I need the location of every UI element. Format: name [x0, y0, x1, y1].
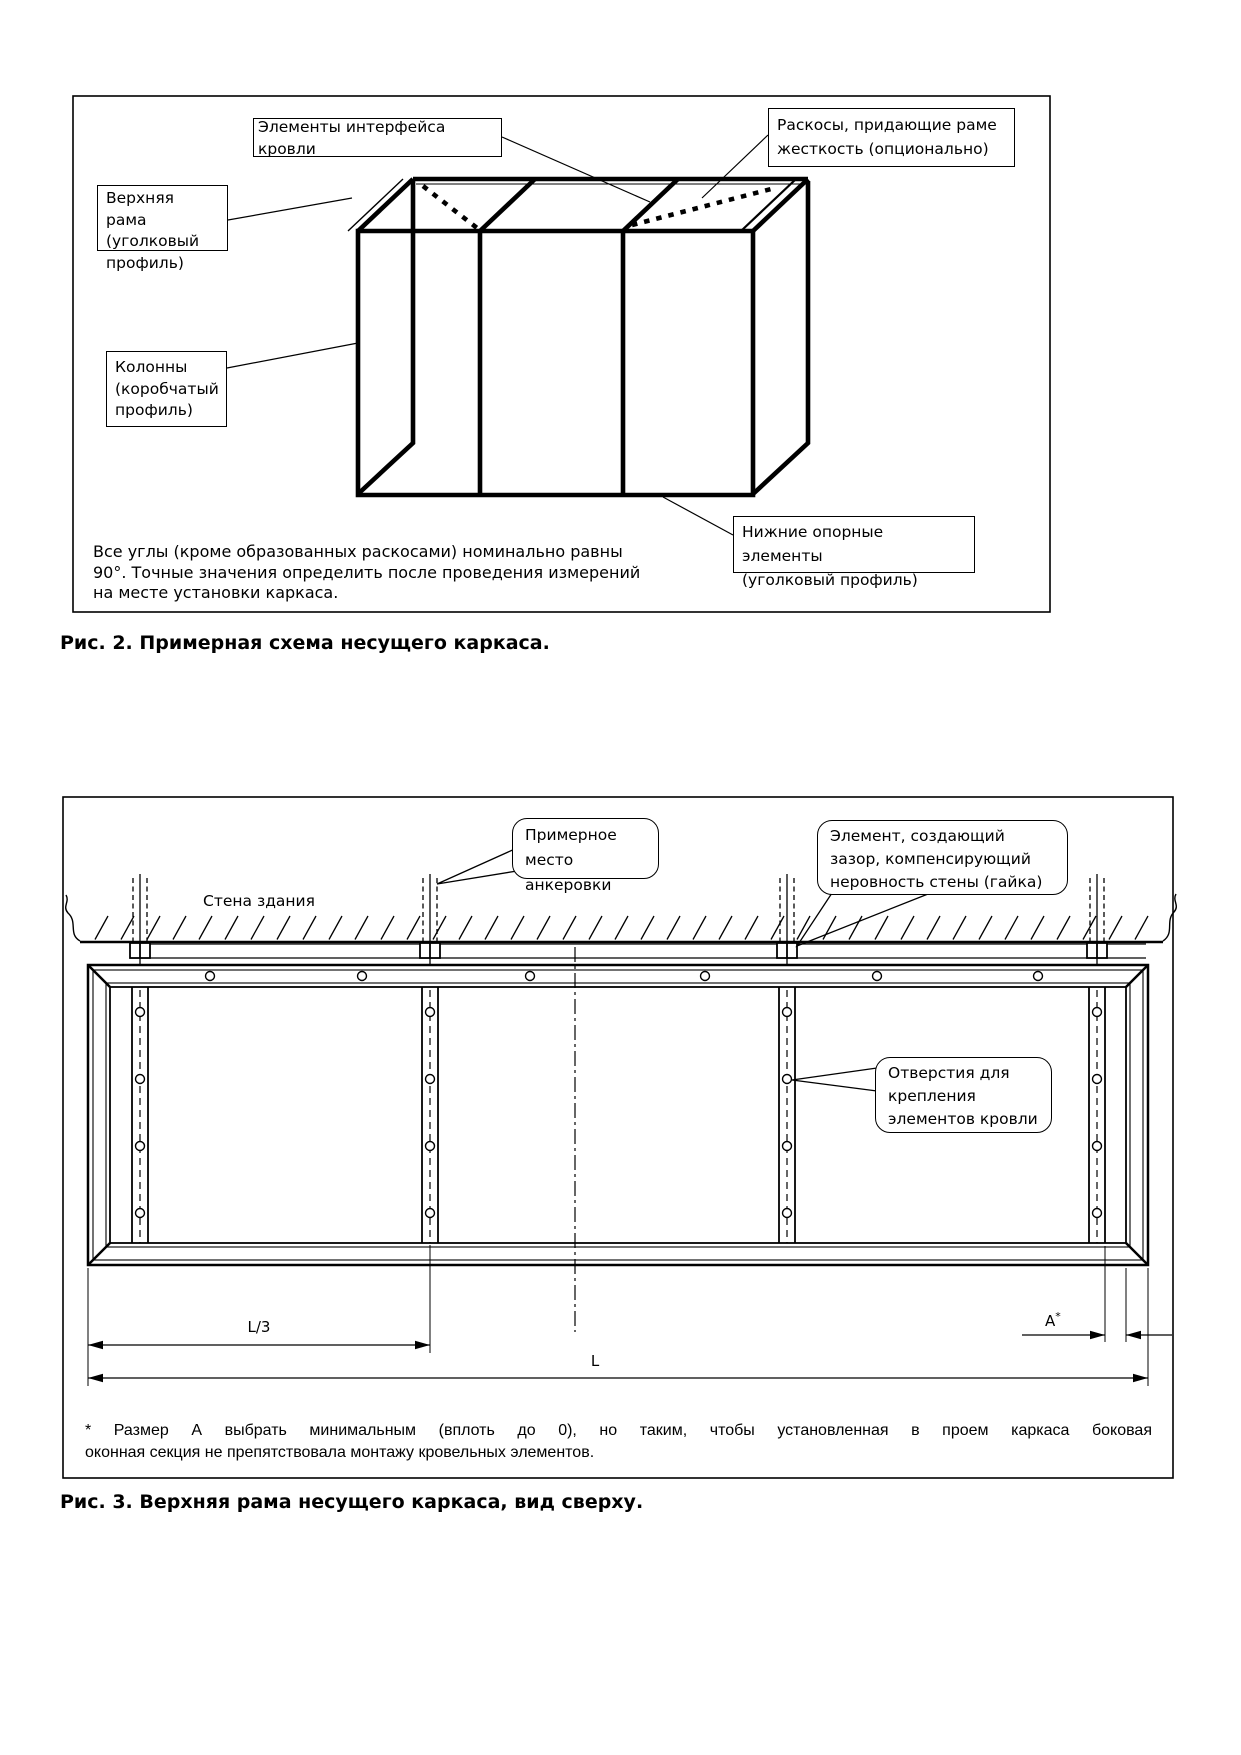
- tail-anchor-spot: [437, 848, 517, 884]
- roof-mount-hole: [783, 1142, 792, 1151]
- roof-mount-hole: [358, 972, 367, 981]
- roof-mount-hole: [136, 1075, 145, 1084]
- callout-gap-element: Элемент, создающий зазор, компенсирующий неровность стены (гайка): [817, 820, 1068, 895]
- frame-rib: [132, 987, 148, 1243]
- frame-rib: [1089, 987, 1105, 1243]
- fig3-note: * Размер А выбрать минимальным (вплоть до 0), но таким, чтобы установленная в проем каркаса боковая оконная секция не препятствовала монтажу кровельных элементов.: [85, 1422, 1152, 1461]
- fig2-note: Все углы (кроме образованных раскосами) номинально равны 90°. Точные значения определить после проведения измерений на месте установки каркаса.: [93, 542, 641, 602]
- fig2-top-cross-left: [358, 179, 413, 231]
- fig2-back-right-column: [753, 181, 808, 494]
- roof-mount-hole: [873, 972, 882, 981]
- wall-hatching: [95, 916, 1148, 940]
- fig2-profile-line-right: [741, 179, 796, 231]
- wall-break-left: [66, 895, 80, 941]
- roof-mount-hole: [136, 1008, 145, 1017]
- anchor-bolt: [420, 874, 440, 966]
- roof-mount-hole: [701, 972, 710, 981]
- roof-mount-hole: [1093, 1209, 1102, 1218]
- roof-mount-hole: [1093, 1142, 1102, 1151]
- roof-mount-hole: [426, 1142, 435, 1151]
- label-braces: Раскосы, придающие раме жесткость (опционально): [768, 108, 1015, 167]
- fig2-brace-dotted-1: [423, 186, 477, 228]
- roof-mount-hole: [136, 1209, 145, 1218]
- label-roof-interface: Элементы интерфейса кровли: [253, 118, 502, 157]
- fig2-front-face: [358, 231, 753, 495]
- roof-mount-hole: [426, 1008, 435, 1017]
- roof-mount-hole: [136, 1142, 145, 1151]
- roof-mount-hole: [526, 972, 535, 981]
- fig3-caption: Рис. 3. Верхняя рама несущего каркаса, вид сверху.: [60, 1491, 644, 1513]
- fig2-profile-line-left: [348, 179, 403, 231]
- leader-top-frame: [228, 198, 352, 220]
- anchor-bolt: [130, 874, 150, 966]
- fig2-back-left-column: [358, 181, 413, 494]
- roof-mount-hole: [1093, 1075, 1102, 1084]
- tail-gap-element: [797, 893, 928, 946]
- dim-label-l: L: [590, 1352, 600, 1370]
- roof-mount-hole: [426, 1209, 435, 1218]
- roof-mount-hole: [1034, 972, 1043, 981]
- frame-rib: [422, 987, 438, 1243]
- roof-mount-hole: [426, 1075, 435, 1084]
- fig2-top-cross-2: [623, 179, 678, 231]
- label-bottom-supports: Нижние опорные элементы (уголковый профиль): [733, 516, 975, 573]
- leader-columns: [227, 343, 358, 368]
- roof-mount-hole: [783, 1209, 792, 1218]
- roof-mount-hole: [206, 972, 215, 981]
- roof-mount-hole: [1093, 1008, 1102, 1017]
- callout-roof-holes: Отверстия для крепления элементов кровли: [875, 1057, 1052, 1133]
- frame-rib: [779, 987, 795, 1243]
- label-top-frame: Верхняя рама (уголковый профиль): [97, 185, 228, 251]
- wall-label: Стена здания: [203, 892, 315, 910]
- anchor-bolt: [1087, 874, 1107, 966]
- dim-label-l3: L/3: [247, 1318, 271, 1336]
- leader-bottom-supports: [663, 497, 733, 535]
- roof-mount-hole: [783, 1075, 792, 1084]
- rail-holes: [206, 972, 1043, 981]
- fig2-top-cross-right: [753, 179, 808, 231]
- label-columns: Колонны (коробчатый профиль): [106, 351, 227, 427]
- wall-break-right: [1163, 894, 1176, 941]
- roof-mount-hole: [783, 1008, 792, 1017]
- dim-label-a: А*: [1045, 1310, 1061, 1330]
- callout-anchor-spot: Примерное место анкеровки: [512, 818, 659, 879]
- tail-roof-holes: [792, 1068, 877, 1091]
- fig2-top-cross-1: [480, 179, 535, 231]
- anchor-bolt: [777, 874, 797, 966]
- leader-braces: [702, 135, 768, 198]
- fig2-caption: Рис. 2. Примерная схема несущего каркаса.: [60, 632, 550, 654]
